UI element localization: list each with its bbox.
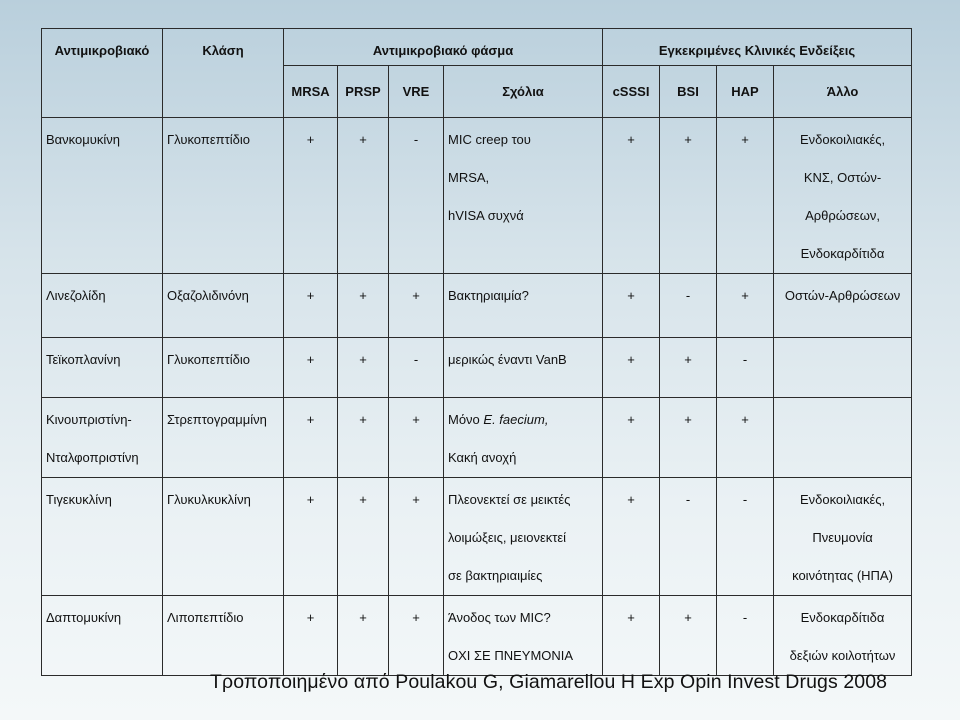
cell-other: Ενδοκοιλιακές, Πνευμονία κοινότητας (ΗΠΑ) [774, 478, 912, 596]
cell-class: Λιποπεπτίδιο [163, 596, 284, 676]
cell-mrsa: + [284, 478, 338, 596]
cell-prsp: + [338, 596, 389, 676]
cell-agent: Τιγεκυκλίνη [42, 478, 163, 596]
cell-other: Οστών-Αρθρώσεων [774, 274, 912, 338]
table-row [42, 338, 912, 398]
cell-comments: Μόνο E. faecium, Κακή ανοχή [444, 398, 603, 478]
cell-comments: Βακτηριαιμία? [444, 274, 603, 338]
cell-vre: - [389, 338, 444, 398]
cell-class: Οξαζολιδινόνη [163, 274, 284, 338]
cell-bsi: + [660, 398, 717, 478]
cell-bsi: - [660, 478, 717, 596]
cell-class: Γλυκυλκυκλίνη [163, 478, 284, 596]
table-row [42, 398, 912, 478]
cell-mrsa: + [284, 398, 338, 478]
cell-agent: Βανκομυκίνη [42, 118, 163, 274]
header-hap: HAP [717, 66, 774, 118]
cell-prsp: + [338, 118, 389, 274]
header-agent: Αντιμικροβιακό [42, 29, 163, 118]
cell-agent: Δαπτομυκίνη [42, 596, 163, 676]
header-prsp: PRSP [338, 66, 389, 118]
cell-mrsa: + [284, 274, 338, 338]
cell-hap: + [717, 274, 774, 338]
antimicrobial-table-container [41, 28, 911, 665]
cell-hap: - [717, 478, 774, 596]
header-other: Άλλο [774, 66, 912, 118]
cell-comments: Άνοδος των MIC? ΟΧΙ ΣΕ ΠΝΕΥΜΟΝΙΑ [444, 596, 603, 676]
header-comments: Σχόλια [444, 66, 603, 118]
header-indications: Εγκεκριμένες Κλινικές Ενδείξεις [603, 29, 912, 66]
cell-comments: Πλεονεκτεί σε μεικτές λοιμώξεις, μειονεκτεί σε βακτηριαιμίες [444, 478, 603, 596]
cell-cssi: + [603, 118, 660, 274]
cell-vre: - [389, 118, 444, 274]
cell-class: Γλυκοπεπτίδιο [163, 338, 284, 398]
cell-prsp: + [338, 338, 389, 398]
cell-hap: + [717, 398, 774, 478]
cell-vre: + [389, 274, 444, 338]
cell-bsi: + [660, 338, 717, 398]
cell-cssi: + [603, 398, 660, 478]
antimicrobial-table [41, 28, 912, 676]
cell-other: Ενδοκοιλιακές, ΚΝΣ, Οστών- Αρθρώσεων, Ενδοκαρδίτιδα [774, 118, 912, 274]
cell-bsi: + [660, 118, 717, 274]
cell-bsi: + [660, 596, 717, 676]
cell-prsp: + [338, 478, 389, 596]
cell-class: Γλυκοπεπτίδιο [163, 118, 284, 274]
header-spectrum: Αντιμικροβιακό φάσμα [284, 29, 603, 66]
cell-cssi: + [603, 274, 660, 338]
cell-other [774, 338, 912, 398]
cell-other [774, 398, 912, 478]
header-bsi: BSI [660, 66, 717, 118]
cell-agent: Κινουπριστίνη- Νταλφοπριστίνη [42, 398, 163, 478]
cell-prsp: + [338, 274, 389, 338]
cell-comments: MIC creep του MRSA, hVISA συχνά [444, 118, 603, 274]
table-row [42, 118, 912, 274]
source-citation: Τροποποιημένο από Poulakou G, Giamarellou H Exp Opin Invest Drugs 2008 [210, 671, 888, 693]
cell-cssi: + [603, 596, 660, 676]
cell-vre: + [389, 398, 444, 478]
cell-hap: - [717, 596, 774, 676]
header-cssi: cSSSI [603, 66, 660, 118]
cell-bsi: - [660, 274, 717, 338]
cell-mrsa: + [284, 118, 338, 274]
table-row [42, 274, 912, 338]
cell-agent: Λινεζολίδη [42, 274, 163, 338]
cell-cssi: + [603, 338, 660, 398]
cell-other: Ενδοκαρδίτιδα δεξιών κοιλοτήτων [774, 596, 912, 676]
cell-agent: Τεϊκοπλανίνη [42, 338, 163, 398]
cell-mrsa: + [284, 596, 338, 676]
cell-comments: μερικώς έναντι VanB [444, 338, 603, 398]
cell-class: Στρεπτογραμμίνη [163, 398, 284, 478]
header-vre: VRE [389, 66, 444, 118]
table-row [42, 596, 912, 676]
header-mrsa: MRSA [284, 66, 338, 118]
cell-vre: + [389, 596, 444, 676]
cell-hap: - [717, 338, 774, 398]
cell-mrsa: + [284, 338, 338, 398]
table-row [42, 478, 912, 596]
cell-prsp: + [338, 398, 389, 478]
header-row-top [42, 29, 912, 66]
header-class: Κλάση [163, 29, 284, 118]
cell-hap: + [717, 118, 774, 274]
cell-vre: + [389, 478, 444, 596]
cell-cssi: + [603, 478, 660, 596]
